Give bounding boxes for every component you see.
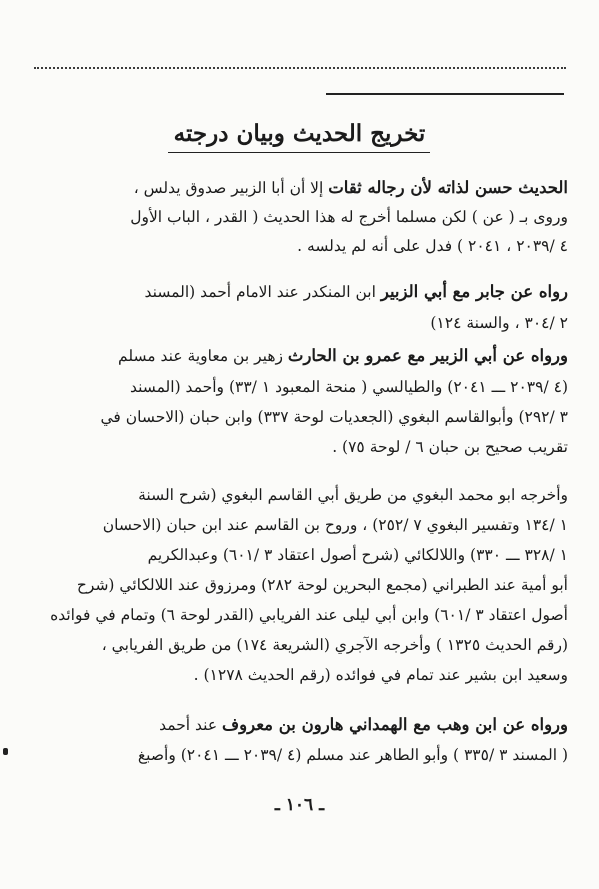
text-line [33,483,568,509]
text-line [33,663,568,689]
text-line-body: (٤ /٢٠٣٩ ـــ ٢٠٤١) والطيالسي ( منحة المعبود ١ /٣٣) وأحمد (المسند [129,378,568,396]
text-line [33,543,568,569]
text-line [33,375,568,401]
text-line-body: ١ /١٣٤ وتفسير البغوي ٧ /٢٥٢) ، وروح بن القاسم عند ابن حبان (الاحسان [102,516,568,534]
text-line-body: ١ /٣٢٨ ـــ ٣٣٠) واللالكائي (شرح أصول اعتقاد ٣ /٦٠١) وعبدالكريم [147,546,568,564]
text-line [33,311,568,337]
page-number: ـ ١٠٦ ـ [274,795,325,815]
text-line [33,743,568,769]
text-line [33,280,568,306]
text-line-lead: رواه عن جابر مع أبي الزبير [380,282,568,301]
text-line [33,713,568,739]
text-line-body: إلا أن أبا الزبير صدوق يدلس ، [133,179,329,197]
text-line [33,176,568,202]
text-line-body: وأخرجه ابو محمد البغوي من طريق أبي القاسم البغوي (شرح السنة [138,486,568,504]
text-line-body: وروى بـ ( عن ) لكن مسلما أخرج له هذا الحديث ( القدر ، الباب الأول [130,208,568,226]
text-line-body: أبو أمية عند الطبراني (مجمع البحرين لوحة ٢٨٢) ومرزوق عند اللالكائي (شرح [76,576,568,594]
text-line-body: ٤ /٢٠٣٩ ، ٢٠٤١ ) فدل على أنه لم يدلسه . [297,237,568,255]
text-line [33,344,568,370]
text-line-body: ( المسند ٣ /٣٣٥ ) وأبو الطاهر عند مسلم (٤ /٢٠٣٩ ـــ ٢٠٤١) وأصبغ [137,746,568,764]
text-line-body: (رقم الحديث ١٣٢٥ ) وأخرجه الآجري (الشريعة ١٧٤) من طريق الفريابي ، [101,636,568,654]
text-line [33,513,568,539]
text-line [33,603,568,629]
text-line [33,234,568,260]
text-line-body: وسعيد ابن بشير عند تمام في فوائده (رقم الحديث ١٢٧٨) . [193,666,568,684]
text-line-body: ٣ /٢٩٢) وأبوالقاسم البغوي (الجعديات لوحة ٣٣٧) وابن حبان (الاحسان في [100,408,568,426]
text-line-body: تقريب صحيح بن حبان ٦ / لوحة ٧٥) . [332,438,568,456]
margin-mark [3,748,8,755]
text-line-lead: ورواه عن أبي الزبير مع عمرو بن الحارث [287,346,568,365]
text-line-body: ابن المنكدر عند الامام أحمد (المسند [144,283,381,301]
text-line [33,435,568,461]
text-line-lead: ورواه عن ابن وهب مع الهمداني هارون بن معروف [222,715,568,734]
text-line-body: ٢ /٣٠٤ ، والسنة ١٢٤) [430,314,568,332]
dotted-separator [34,67,566,69]
text-line-body: عند أحمد [159,716,223,734]
heading-underline [168,152,430,153]
text-line [33,205,568,231]
text-line [33,405,568,431]
footnote-rule [326,93,564,95]
text-line [33,573,568,599]
text-line-body: زهير بن معاوية عند مسلم [118,347,288,365]
text-line-lead: الحديث حسن لذاته لأن رجاله ثقات [328,178,568,197]
section-heading: تخريج الحديث وبيان درجته [173,120,426,147]
text-line-body: أصول اعتقاد ٣ /٦٠١) وابن أبي ليلى عند الفريابي (القدر لوحة ٦) وتمام في فوائده [50,606,568,624]
text-line [33,633,568,659]
